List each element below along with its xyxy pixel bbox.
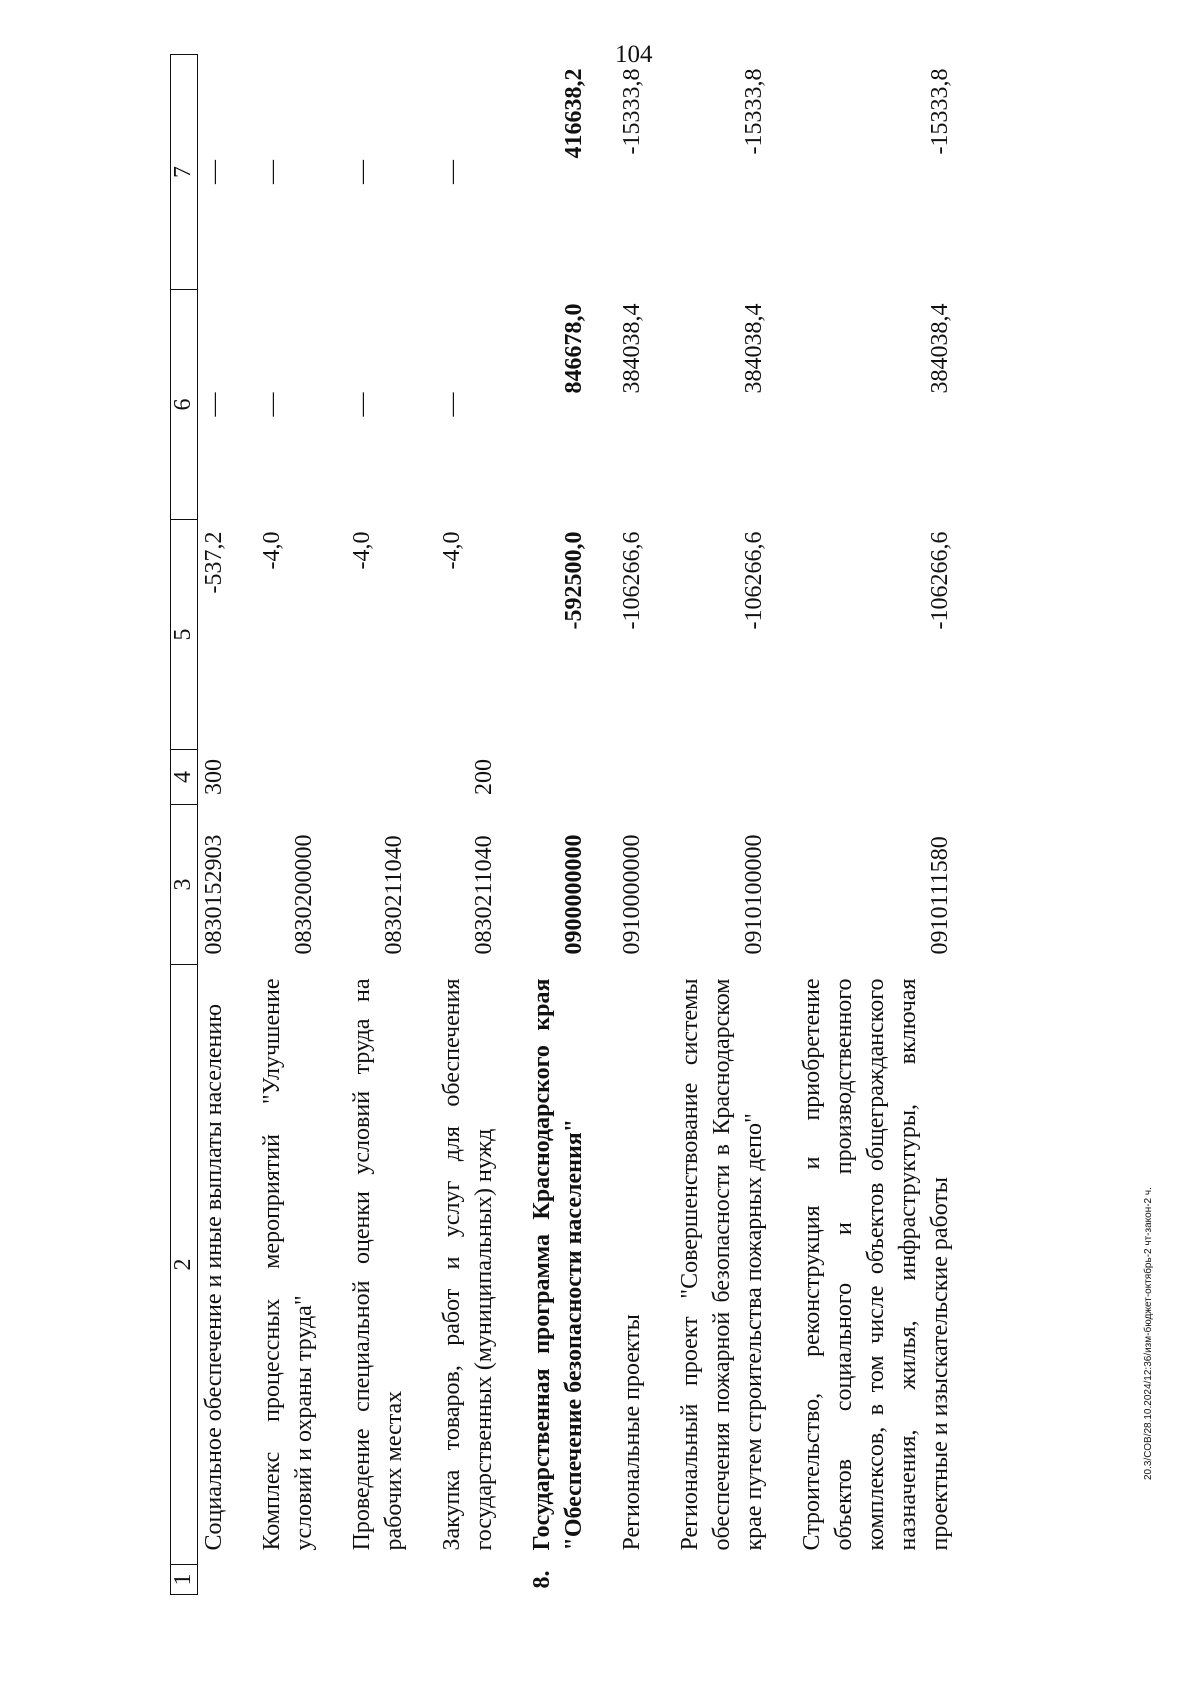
row-name: Закупка товаров, работ и услуг для обеспечения государственных (муниципальных) нужд — [439, 978, 497, 1551]
row-code: 0830211040 — [471, 835, 497, 955]
row-type — [616, 750, 648, 805]
row-code: 0900000000 — [561, 834, 587, 955]
row-name: Социальное обеспечение и иные выплаты населению — [201, 1003, 227, 1551]
row-type — [526, 750, 590, 805]
row-code: 0910100000 — [741, 834, 767, 955]
row-value-7: -15333,8 — [741, 68, 767, 155]
row-spacer — [648, 55, 674, 1595]
row-name: Проведение специальной оценки условий труда на рабочих местах — [349, 978, 407, 1551]
row-code: 0830211040 — [381, 835, 407, 955]
row-spacer — [590, 55, 616, 1595]
row-number — [674, 1565, 770, 1595]
table-header-row — [171, 55, 198, 1595]
row-value-7: -15333,8 — [619, 68, 645, 155]
row-spacer — [230, 55, 256, 1595]
budget-table — [170, 54, 956, 1595]
row-code: 0910111580 — [927, 836, 953, 955]
row-name: Комплекс процессных мероприятий "Улучшение условий и охраны труда" — [259, 978, 317, 1551]
row-number — [256, 1565, 320, 1595]
row-spacer — [410, 55, 436, 1595]
row-name: Региональные проекты — [619, 1314, 645, 1551]
row-number: 8. — [529, 1570, 555, 1589]
row-number — [346, 1565, 410, 1595]
row-number — [796, 1565, 956, 1595]
row-value-7: — — [201, 160, 227, 184]
row-type — [796, 750, 956, 805]
header-col-7: 7 — [171, 55, 198, 290]
row-value-5: -537,2 — [201, 531, 227, 594]
document-footer: 20.3/СОВ/28.10.2024/12:36/изм-бюджет-октябрь-2 чт-закон-2 ч. — [1143, 1187, 1154, 1480]
row-value-7: — — [439, 160, 465, 184]
row-value-5: -4,0 — [349, 531, 375, 570]
table-row — [256, 55, 320, 1595]
row-value-6: — — [259, 392, 285, 417]
rotated-table-container — [170, 55, 1180, 1595]
row-value-5: -4,0 — [439, 531, 465, 570]
header-col-1: 1 — [171, 1565, 198, 1595]
row-spacer — [500, 55, 526, 1595]
row-value-6: 384038,4 — [741, 303, 767, 394]
row-type — [674, 750, 770, 805]
row-type: 200 — [471, 759, 497, 795]
row-value-7: -15333,8 — [927, 68, 953, 155]
row-value-7: — — [349, 160, 375, 184]
row-spacer — [320, 55, 346, 1595]
row-code: 0830200000 — [291, 834, 317, 955]
row-value-6: 384038,4 — [927, 303, 953, 394]
row-value-5: -106266,6 — [741, 531, 767, 630]
row-value-6: 384038,4 — [619, 303, 645, 394]
row-value-6: — — [201, 392, 227, 417]
table-row — [616, 55, 648, 1595]
row-number — [616, 1565, 648, 1595]
row-type: 300 — [201, 759, 227, 795]
table-row — [674, 55, 770, 1595]
table-row — [436, 55, 500, 1595]
header-col-4: 4 — [171, 750, 198, 805]
row-value-7: — — [259, 160, 285, 184]
row-value-6: 846678,0 — [561, 303, 587, 394]
row-type — [346, 750, 410, 805]
table-row — [346, 55, 410, 1595]
row-value-6: — — [349, 392, 375, 417]
row-code: 0910000000 — [619, 834, 645, 955]
row-code: 0830152903 — [201, 834, 227, 955]
page-number: 104 — [615, 41, 653, 68]
header-col-3: 3 — [171, 805, 198, 965]
header-col-5: 5 — [171, 520, 198, 750]
row-type — [256, 750, 320, 805]
row-value-6: — — [439, 392, 465, 417]
table-row — [796, 55, 956, 1595]
header-col-6: 6 — [171, 290, 198, 520]
row-value-5: -106266,6 — [927, 531, 953, 630]
row-name: Государственная программа Краснодарского края "Обеспечение безопасности населения" — [529, 978, 587, 1551]
row-value-5: -4,0 — [259, 531, 285, 570]
header-col-2: 2 — [171, 965, 198, 1565]
table-row — [198, 55, 231, 1595]
row-spacer — [770, 55, 796, 1595]
row-number — [436, 1565, 500, 1595]
table-row — [526, 55, 590, 1595]
row-name: Строительство, реконструкция и приобретение объектов социального и производственного комплексов, в том числе объектов общегражданского назначения, жилья, инфраструктуры, включая проектные и изыскательские работы — [799, 978, 953, 1551]
row-value-5: -592500,0 — [561, 531, 587, 630]
row-value-5: -106266,6 — [619, 531, 645, 630]
row-name: Региональный проект "Совершенствование системы обеспечения пожарной безопасности в Краснодарском крае путем строительства пожарных депо" — [677, 978, 767, 1551]
row-number — [198, 1565, 231, 1595]
row-value-7: 416638,2 — [561, 68, 587, 159]
